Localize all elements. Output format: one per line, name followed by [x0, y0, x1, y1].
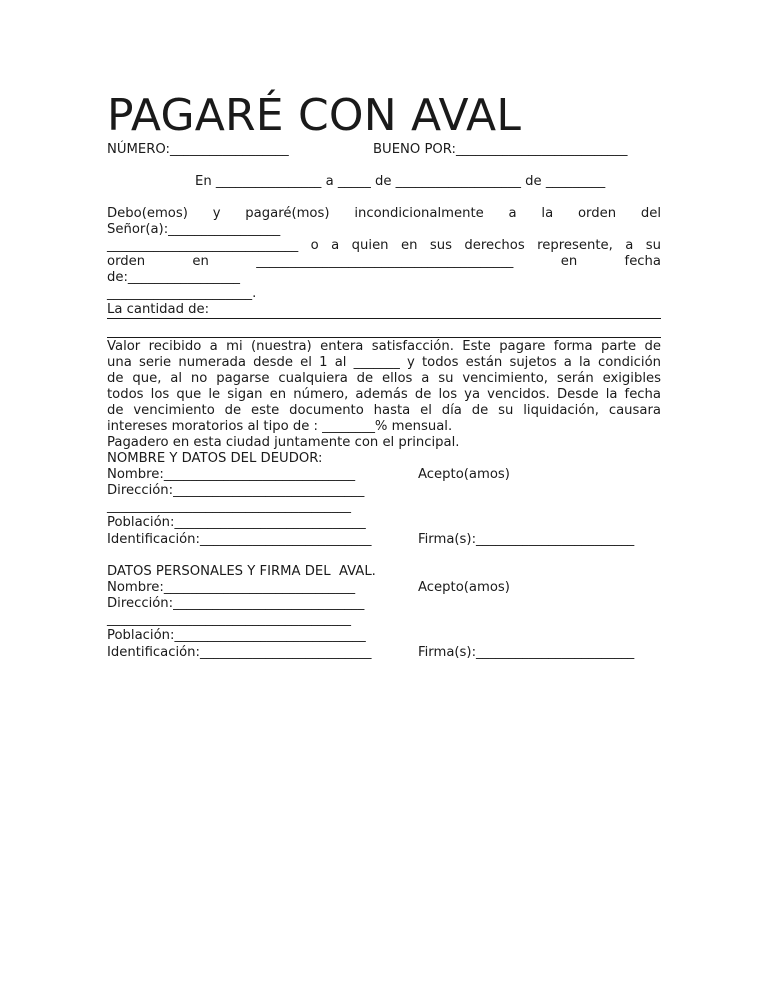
deudor-firma-field: Firma(s):________________________ — [418, 532, 635, 547]
obligation-line-6: ______________________. — [107, 286, 257, 301]
aval-heading: DATOS PERSONALES Y FIRMA DEL AVAL. — [107, 564, 376, 579]
obligation-line-2: Señor(a):_________________ — [107, 222, 281, 237]
obligation-line-1: Debo(emos) y pagaré(mos) incondicionalmente a la orden del — [107, 206, 661, 221]
aval-nombre-field: Nombre:_____________________________ — [107, 580, 356, 595]
obligation-line-3: _____________________________ o a quien en sus derechos represente, a su — [107, 238, 661, 253]
terms-line-2: una serie numerada desde el 1 al _______ y todos están sujetos a la condición — [107, 355, 661, 370]
deudor-direccion-field: Dirección:_____________________________ — [107, 483, 365, 498]
aval-direccion-field: Dirección:_____________________________ — [107, 596, 365, 611]
cantidad-rule-2 — [107, 337, 661, 338]
aval-identificacion-field: Identificación:__________________________ — [107, 645, 372, 660]
terms-line-3: de que, al no pagarse cualquiera de ellos a su vencimiento, serán exigibles — [107, 371, 661, 386]
terms-line-6: intereses moratorios al tipo de : ________% mensual. — [107, 419, 453, 434]
obligation-line-5: de:_________________ — [107, 270, 241, 285]
numero-field: NÚMERO:__________________ — [107, 142, 289, 157]
obligation-line-4: orden en _______________________________________ en fecha — [107, 254, 661, 269]
terms-line-1: Valor recibido a mi (nuestra) entera satisfacción. Este pagare forma parte de — [107, 339, 661, 354]
aval-acepto-label: Acepto(amos) — [418, 580, 510, 595]
terms-line-4: todos los que le sigan en número, además de los ya vencidos. Desde la fecha — [107, 387, 661, 402]
deudor-identificacion-field: Identificación:__________________________ — [107, 532, 372, 547]
terms-line-7: Pagadero en esta ciudad juntamente con el principal. — [107, 435, 460, 450]
cantidad-rule — [107, 318, 661, 319]
aval-firma-field: Firma(s):________________________ — [418, 645, 635, 660]
aval-poblacion-field: Población:_____________________________ — [107, 628, 366, 643]
place-date-line: En ________________ a _____ de ___________________ de _________ — [195, 174, 606, 189]
cantidad-label: La cantidad de: — [107, 302, 210, 317]
terms-line-5: de vencimiento de este documento hasta el día de su liquidación, causara — [107, 403, 661, 418]
deudor-extra-line: _____________________________________ — [107, 499, 351, 514]
deudor-nombre-field: Nombre:_____________________________ — [107, 467, 356, 482]
document-title: PAGARÉ CON AVAL — [107, 90, 522, 141]
bueno-por-field: BUENO POR:__________________________ — [373, 142, 628, 157]
deudor-poblacion-field: Población:_____________________________ — [107, 515, 366, 530]
deudor-heading: NOMBRE Y DATOS DEL DEUDOR: — [107, 451, 323, 466]
deudor-acepto-label: Acepto(amos) — [418, 467, 510, 482]
aval-extra-line: _____________________________________ — [107, 612, 351, 627]
